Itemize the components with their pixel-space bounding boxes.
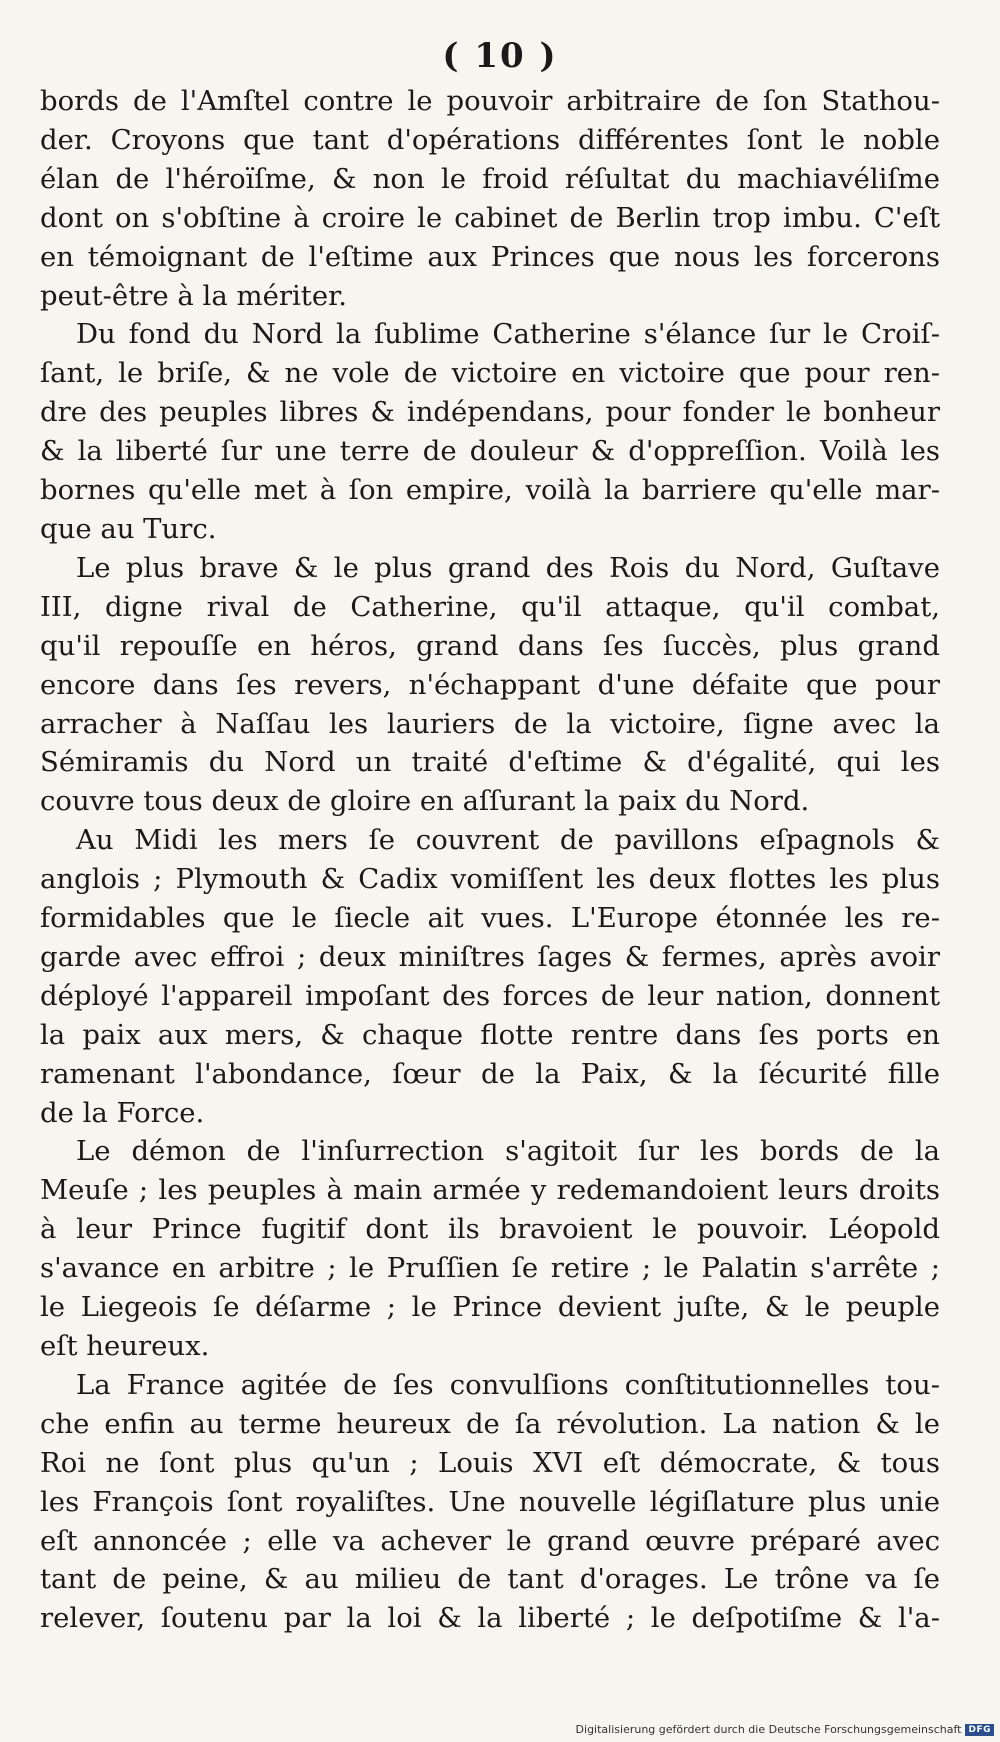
- text-line: Le plus brave & le plus grand des Rois du Nord, Guſtave: [76, 551, 940, 584]
- text-line: le Liegeois ſe déſarme ; le Prince devient juſte, & le peuple: [40, 1291, 940, 1324]
- text-line: en témoignant de l'eſtime aux Princes que nous les forcerons: [40, 240, 940, 273]
- text-line: les François ſont royaliſtes. Une nouvelle légiſlature plus unie: [40, 1485, 940, 1518]
- paragraph-4: [40, 821, 940, 1132]
- text-line: eſt annoncée ; elle va achever le grand œuvre préparé avec: [40, 1524, 940, 1557]
- text-line: Du fond du Nord la ſublime Catherine s'élance ſur le Croiſ-: [76, 318, 940, 351]
- text-line: Meuſe ; les peuples à main armée y redemandoient leurs droits: [40, 1174, 940, 1207]
- text-line: de la Force.: [40, 1096, 205, 1129]
- text-line: der. Croyons que tant d'opérations différentes ſont le noble: [40, 123, 940, 156]
- text-line: qu'il repouſſe en héros, grand dans ſes ſuccès, plus grand: [40, 629, 940, 662]
- page-number: ( 10 ): [442, 36, 558, 76]
- text-line: garde avec effroi ; deux miniſtres ſages & fermes, après avoir: [40, 940, 940, 973]
- text-line: déployé l'appareil impoſant des forces de leur nation, donnent: [40, 979, 940, 1012]
- credit-text: Digitalisierung gefördert durch die Deutsche Forschungsgemeinschaft: [575, 1723, 962, 1736]
- text-line: eſt heureux.: [40, 1330, 210, 1362]
- digitization-credit: [576, 1723, 994, 1736]
- text-line: ramenant l'abondance, ſœur de la Paix, & la ſécurité fille: [40, 1057, 940, 1090]
- text-line: arracher à Naſſau les lauriers de la victoire, ſigne avec la: [40, 707, 940, 740]
- text-line: formidables que le ſiecle ait vues. L'Europe étonnée les re-: [40, 902, 940, 935]
- paragraph-3: [40, 549, 940, 821]
- dfg-logo-icon: DFG: [965, 1724, 994, 1736]
- text-line: élan de l'héroïſme, & non le froid réſultat du machiavéliſme: [40, 162, 940, 195]
- text-line: bords de l'Amſtel contre le pouvoir arbitraire de ſon Stathou-: [40, 85, 940, 117]
- text-line: peut-être à la mériter.: [40, 279, 347, 312]
- text-line: couvre tous deux de gloire en aſſurant la paix du Nord.: [40, 785, 810, 818]
- text-line: relever, ſoutenu par la loi & la liberté ; le deſpotiſme & l'a-: [40, 1602, 940, 1635]
- text-line: anglois ; Plymouth & Cadix vomiſſent les deux flottes les plus: [40, 863, 940, 896]
- paragraph-6: [40, 1366, 940, 1638]
- paragraph-1: [40, 82, 940, 315]
- text-line: la paix aux mers, & chaque flotte rentre dans ſes ports en: [40, 1018, 940, 1051]
- text-line: Le démon de l'inſurrection s'agitoit ſur les bords de la: [76, 1135, 940, 1168]
- text-line: La France agitée de ſes convulſions conſtitutionnelles tou-: [76, 1368, 940, 1401]
- text-line: Au Midi les mers ſe couvrent de pavillons eſpagnols &: [76, 824, 940, 857]
- text-line: que au Turc.: [40, 512, 217, 545]
- text-line: che enfin au terme heureux de ſa révolution. La nation & le: [40, 1407, 940, 1440]
- text-line: bornes qu'elle met à ſon empire, voilà la barriere qu'elle mar-: [40, 474, 940, 507]
- text-line: dre des peuples libres & indépendans, pour fonder le bonheur: [40, 396, 940, 429]
- text-line: Sémiramis du Nord un traité d'eſtime & d'égalité, qui les: [40, 746, 940, 779]
- text-line: à leur Prince fugitif dont ils bravoient le pouvoir. Léopold: [40, 1213, 940, 1246]
- text-line: ſant, le briſe, & ne vole de victoire en victoire que pour ren-: [40, 357, 940, 390]
- paragraph-2: [40, 315, 940, 548]
- body-text: [40, 82, 940, 1638]
- text-line: s'avance en arbitre ; le Pruſſien ſe retire ; le Palatin s'arrête ;: [40, 1252, 940, 1285]
- paragraph-5: [40, 1132, 940, 1365]
- text-line: & la liberté ſur une terre de douleur & d'oppreſſion. Voilà les: [40, 435, 940, 468]
- text-line: dont on s'obſtine à croire le cabinet de Berlin trop imbu. C'eſt: [40, 201, 940, 234]
- text-line: encore dans ſes revers, n'échappant d'une défaite que pour: [40, 668, 940, 701]
- text-line: Roi ne ſont plus qu'un ; Louis XVI eſt démocrate, & tous: [40, 1446, 940, 1479]
- text-line: III, digne rival de Catherine, qu'il attaque, qu'il combat,: [40, 590, 940, 623]
- text-line: tant de peine, & au milieu de tant d'orages. Le trône va ſe: [40, 1563, 940, 1596]
